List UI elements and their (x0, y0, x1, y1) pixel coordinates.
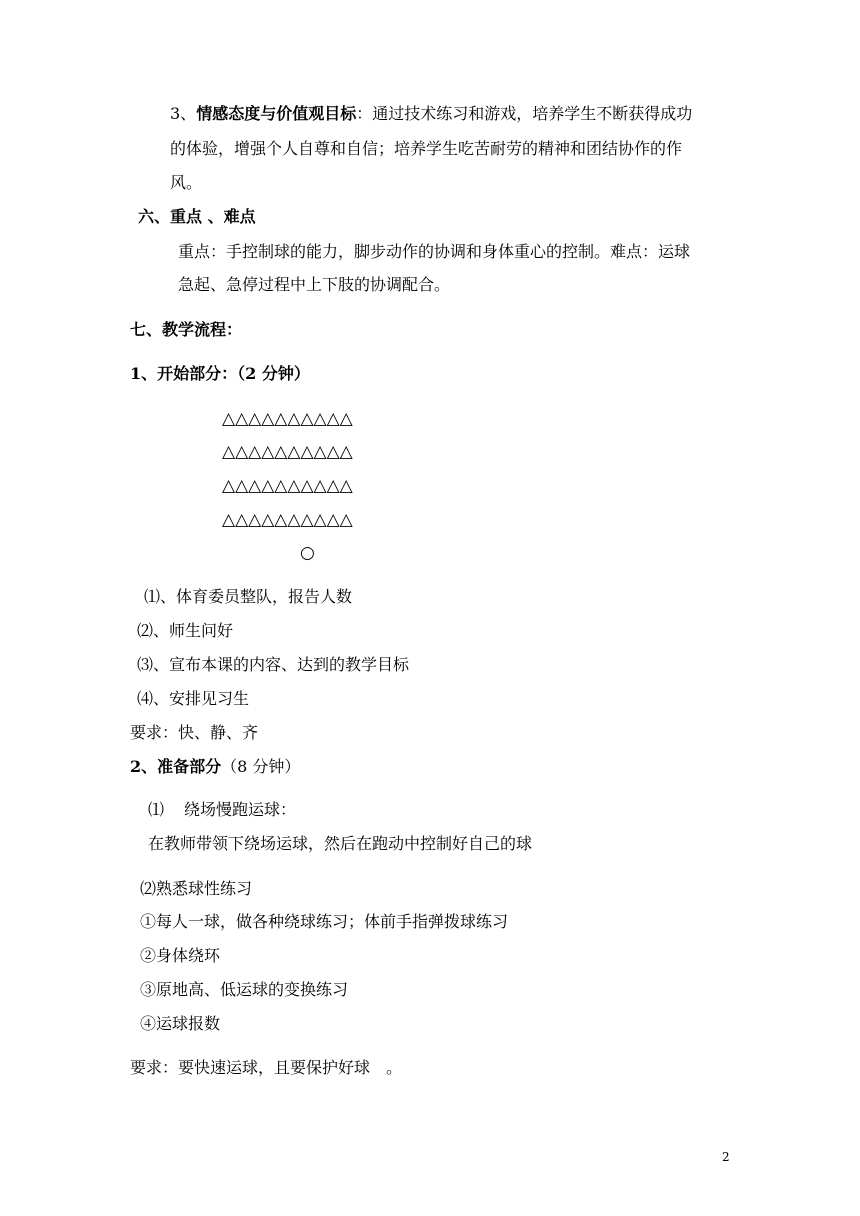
section6-line1: 重点：手控制球的能力，脚步动作的协调和身体重心的控制。难点：运球 (178, 242, 691, 261)
part1-item: ⑶、宣布本课的内容、达到的教学目标 (137, 655, 410, 674)
part2-heading (130, 757, 300, 777)
teacher-mark: ○ (300, 543, 315, 563)
part2-item1-desc: 在教师带领下绕场运球，然后在跑动中控制好自己的球 (148, 834, 533, 853)
part2-item1-title: 绕场慢跑运球： (184, 800, 297, 819)
formation-row: △△△△△△△△△△ (222, 442, 353, 462)
part2-heading-rest: （8 分钟） (221, 757, 301, 776)
part1-item: ⑵、师生问好 (137, 621, 234, 640)
formation-row: △△△△△△△△△△ (222, 476, 353, 496)
section7-heading: 七、教学流程： (130, 320, 243, 339)
part2-item2-title: ⑵熟悉球性练习 (140, 879, 253, 898)
section3-line3: 风。 (170, 173, 203, 192)
part1-item: ⑷、安排见习生 (137, 689, 250, 708)
part2-subitem: ②身体绕环 (140, 946, 221, 965)
formation-row: △△△△△△△△△△ (222, 510, 353, 530)
part1-requirement: 要求：快、静、齐 (130, 723, 259, 742)
section3-title: 情感态度与价值观目标 (196, 104, 357, 123)
section3-prefix: 3、 (170, 104, 197, 123)
part2-requirement: 要求：要快速运球，且要保护好球 。 (130, 1058, 403, 1077)
part2-heading-bold: 2、准备部分 (130, 757, 222, 776)
section6-heading: 六、重点 、难点 (138, 207, 256, 226)
part2-item1-num: ⑴ (148, 800, 165, 819)
part2-subitem: ③原地高、低运球的变换练习 (140, 980, 349, 999)
section6-line2: 急起、急停过程中上下肢的协调配合。 (178, 275, 451, 294)
part1-item: ⑴、体育委员整队，报告人数 (144, 587, 353, 606)
part2-subitem: ①每人一球，做各种绕球练习；体前手指弹拨球练习 (140, 912, 509, 931)
section3-line1 (170, 104, 692, 124)
section3-line1-rest: ：通过技术练习和游戏，培养学生不断获得成功 (356, 104, 693, 123)
page-number: 2 (722, 1150, 730, 1164)
part2-subitem: ④运球报数 (140, 1014, 221, 1033)
formation-row: △△△△△△△△△△ (222, 409, 353, 429)
section3-line2: 的体验，增强个人自尊和自信；培养学生吃苦耐劳的精神和团结协作的作 (170, 139, 683, 158)
part1-heading: 1、开始部分：（2 分钟） (130, 364, 310, 383)
